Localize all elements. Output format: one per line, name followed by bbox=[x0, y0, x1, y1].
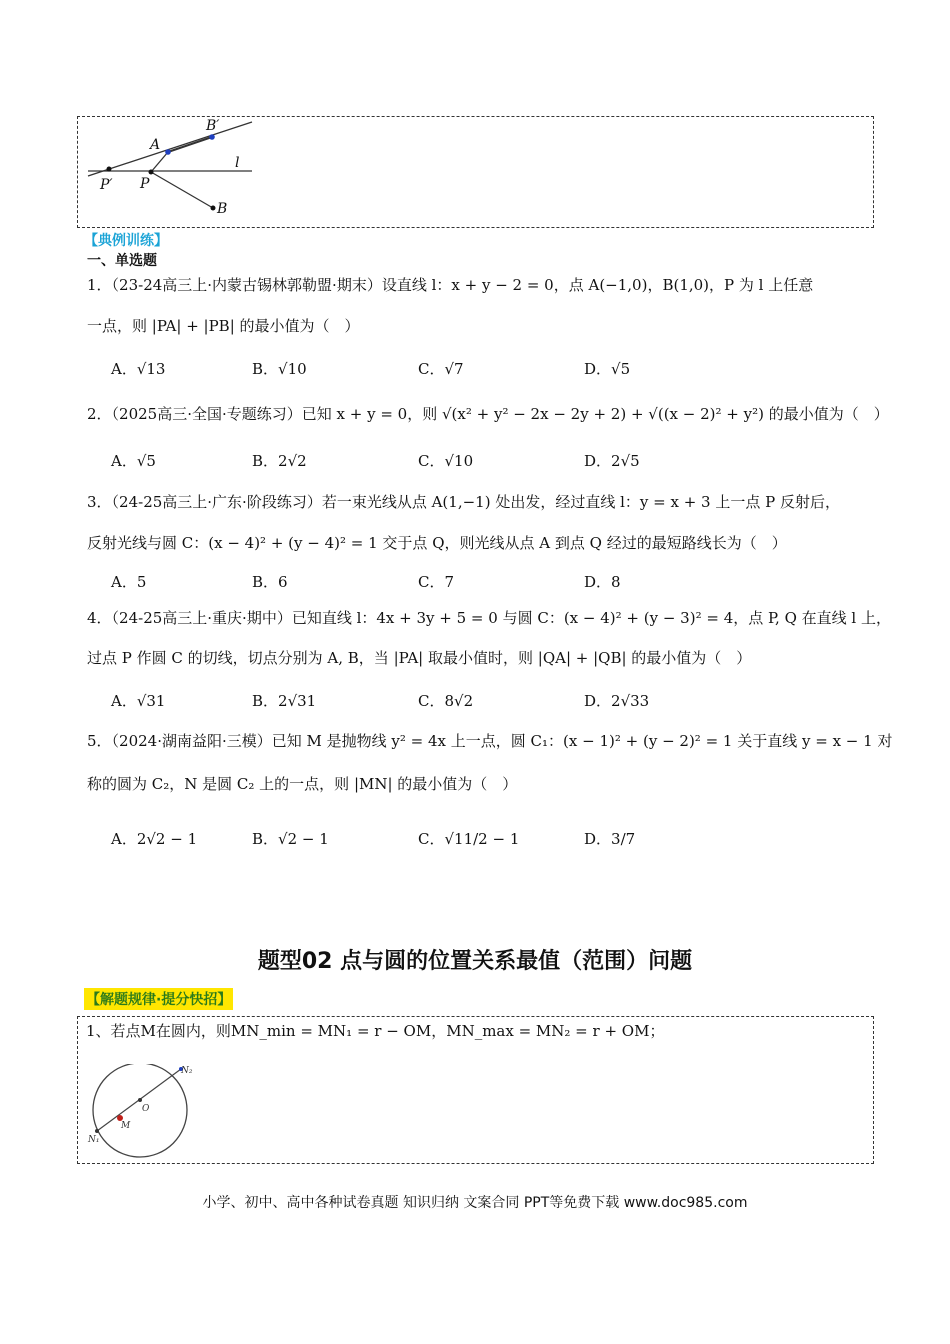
reflection-figure bbox=[80, 112, 270, 220]
q3-option-c: C．7 bbox=[418, 573, 455, 591]
point-o bbox=[138, 1098, 142, 1102]
q4-option-c: C．8√2 bbox=[418, 692, 474, 710]
point-b bbox=[211, 206, 216, 211]
q3-option-d: D．8 bbox=[584, 573, 621, 591]
q1-line1: 1．（23-24高三上·内蒙古锡林郭勒盟·期末）设直线 l：x + y − 2 = 0，点 A(−1,0)，B(1,0)，P 为 l 上任意 bbox=[87, 276, 814, 294]
q4-option-a: A．√31 bbox=[111, 692, 166, 710]
circle-figure bbox=[84, 1064, 204, 1160]
q1-line2: 一点，则 |PA| + |PB| 的最小值为（ ） bbox=[87, 317, 360, 335]
section-title: 题型02 点与圆的位置关系最值（范围）问题 bbox=[257, 949, 693, 974]
label-b-prime: B′ bbox=[206, 118, 220, 134]
label-p-prime: P′ bbox=[100, 177, 113, 193]
q1-option-c: C．√7 bbox=[418, 360, 464, 378]
q5-option-b: B．√2 − 1 bbox=[252, 830, 329, 848]
q1-option-d: D．√5 bbox=[584, 360, 631, 378]
q4-option-d: D．2√33 bbox=[584, 692, 650, 710]
q2-option-b: B．2√2 bbox=[252, 452, 307, 470]
label-n2: N₂ bbox=[181, 1066, 193, 1076]
label-m: M bbox=[121, 1121, 131, 1131]
q2-option-d: D．2√5 bbox=[584, 452, 640, 470]
q1-option-b: B．√10 bbox=[252, 360, 307, 378]
q3-option-a: A．5 bbox=[111, 573, 147, 591]
q3-option-b: B．6 bbox=[252, 573, 288, 591]
section-label: 一、单选题 bbox=[87, 253, 157, 269]
q1-option-a: A．√13 bbox=[111, 360, 166, 378]
label-a: A bbox=[150, 137, 161, 153]
point-p-prime bbox=[107, 167, 112, 172]
q4-line1: 4．（24-25高三上·重庆·期中）已知直线 l：4x + 3y + 5 = 0 与圆 C：(x − 4)² + (y − 3)² = 4，点 P, Q 在直线 l 上， bbox=[87, 609, 891, 627]
point-p bbox=[149, 170, 154, 175]
label-p: P bbox=[140, 176, 150, 192]
q4-line2: 过点 P 作圆 C 的切线，切点分别为 A, B，当 |PA| 取最小值时，则 |QA| + |QB| 的最小值为（ ） bbox=[87, 649, 752, 667]
segment-ab-prime bbox=[168, 137, 212, 152]
line-p-prime-b-prime bbox=[88, 122, 252, 176]
label-l: l bbox=[235, 155, 240, 171]
q4-option-b: B．2√31 bbox=[252, 692, 317, 710]
tips-heading: 【解题规律·提分快招】 bbox=[84, 988, 233, 1010]
point-n1 bbox=[95, 1129, 99, 1133]
practice-heading: 【典例训练】 bbox=[84, 233, 168, 249]
q5-line2: 称的圆为 C₂，N 是圆 C₂ 上的一点，则 |MN| 的最小值为（ ） bbox=[87, 775, 518, 793]
q2-option-a: A．√5 bbox=[111, 452, 156, 470]
q3-line2: 反射光线与圆 C：(x − 4)² + (y − 4)² = 1 交于点 Q，则光线从点 A 到点 Q 经过的最短路线长为（ ） bbox=[87, 534, 787, 552]
q5-option-d: D．3/7 bbox=[584, 830, 636, 848]
point-b-prime bbox=[209, 134, 215, 140]
q3-line1: 3．（24-25高三上·广东·阶段练习）若一束光线从点 A(1,−1) 处出发，经过直线 l：y = x + 3 上一点 P 反射后， bbox=[87, 493, 840, 511]
q5-option-c: C．√11/2 − 1 bbox=[418, 830, 520, 848]
q5-option-a: A．2√2 − 1 bbox=[111, 830, 198, 848]
label-n1: N₁ bbox=[88, 1135, 100, 1145]
segment-pb bbox=[151, 172, 213, 208]
q2-line1: 2．（2025高三·全国·专题练习）已知 x + y = 0，则 √(x² + y² − 2x − 2y + 2) + √((x − 2)² + y²) 的最小值为（ ） bbox=[87, 405, 889, 423]
point-a bbox=[165, 149, 171, 155]
q2-option-c: C．√10 bbox=[418, 452, 474, 470]
label-o: O bbox=[142, 1104, 150, 1114]
page-footer: 小学、初中、高中各种试卷真题 知识归纳 文案合同 PPT等免费下载 www.doc985.com bbox=[202, 1195, 748, 1211]
circle-o bbox=[93, 1064, 187, 1157]
tip1-text: 1、若点M在圆内，则MN_min = MN₁ = r − OM，MN_max = MN₂ = r + OM； bbox=[86, 1022, 665, 1040]
q5-line1: 5．（2024·湖南益阳·三模）已知 M 是抛物线 y² = 4x 上一点，圆 C₁：(x − 1)² + (y − 2)² = 1 关于直线 y = x − 1 对 bbox=[87, 732, 893, 750]
label-b: B bbox=[217, 201, 228, 217]
